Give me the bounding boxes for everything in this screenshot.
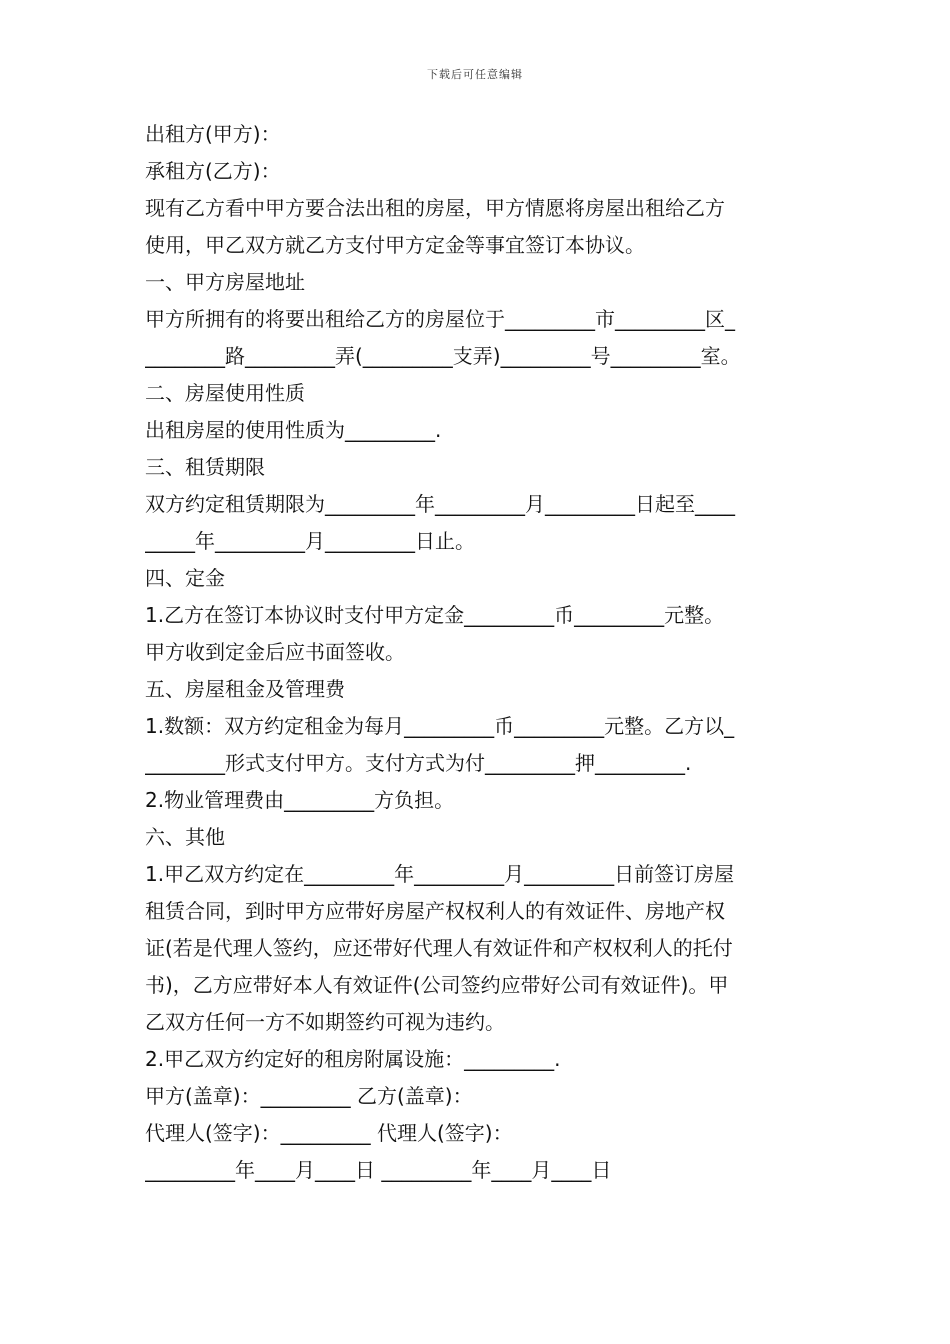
- date-line: _________年____月____日 _________年____月____日: [145, 1158, 612, 1182]
- other-line-1: 1.甲乙双方约定在_________年_________月_________日前签订房屋: [145, 862, 735, 886]
- agent-signature-line: 代理人(签字)：_________ 代理人(签字)：: [145, 1121, 513, 1145]
- term-line-1: 双方约定租赁期限为_________年_________月_________日起至____: [145, 492, 735, 516]
- address-line-1: 甲方所拥有的将要出租给乙方的房屋位于_________市_________区_: [145, 307, 735, 331]
- rent-line-1: 1.数额：双方约定租金为每月_________币_________元整。乙方以_: [145, 714, 735, 738]
- intro-line-1: 现有乙方看中甲方要合法出租的房屋，甲方情愿将房屋出租给乙方: [145, 196, 725, 220]
- other-line-4: 书)，乙方应带好本人有效证件(公司签约应带好公司有效证件)。甲: [145, 973, 729, 997]
- other-line-5: 乙双方任何一方不如期签约可视为违约。: [145, 1010, 505, 1034]
- lessor-line: 出租方(甲方)：: [145, 122, 281, 146]
- document-body: [145, 116, 810, 1189]
- deposit-line-1: 1.乙方在签订本协议时支付甲方定金_________币_________元整。: [145, 603, 725, 627]
- section-heading-address: 一、甲方房屋地址: [145, 270, 305, 294]
- section-heading-rent: 五、房屋租金及管理费: [145, 677, 345, 701]
- address-line-2: ________路_________弄(_________支弄)_________号_________室。: [145, 344, 741, 368]
- intro-line-2: 使用，甲乙双方就乙方支付甲方定金等事宜签订本协议。: [145, 233, 645, 257]
- rent-line-2: ________形式支付甲方。支付方式为付_________押_________.: [145, 751, 692, 775]
- header-note: 下载后可任意编辑: [427, 68, 523, 81]
- usage-line: 出租房屋的使用性质为_________.: [145, 418, 442, 442]
- section-heading-usage: 二、房屋使用性质: [145, 381, 305, 405]
- other-line-2: 租赁合同，到时甲方应带好房屋产权权利人的有效证件、房地产权: [145, 899, 725, 923]
- lessee-line: 承租方(乙方)：: [145, 159, 281, 183]
- deposit-line-2: 甲方收到定金后应书面签收。: [145, 640, 405, 664]
- facilities-line: 2.甲乙双方约定好的租房附属设施：_________.: [145, 1047, 561, 1071]
- management-fee-line: 2.物业管理费由_________方负担。: [145, 788, 455, 812]
- section-heading-term: 三、租赁期限: [145, 455, 265, 479]
- section-heading-other: 六、其他: [145, 825, 225, 849]
- other-line-3: 证(若是代理人签约，应还带好代理人有效证件和产权权利人的托付: [145, 936, 733, 960]
- seal-line: 甲方(盖章)：_________ 乙方(盖章)：: [145, 1084, 473, 1108]
- section-heading-deposit: 四、定金: [145, 566, 225, 590]
- term-line-2: _____年_________月_________日止。: [145, 529, 475, 553]
